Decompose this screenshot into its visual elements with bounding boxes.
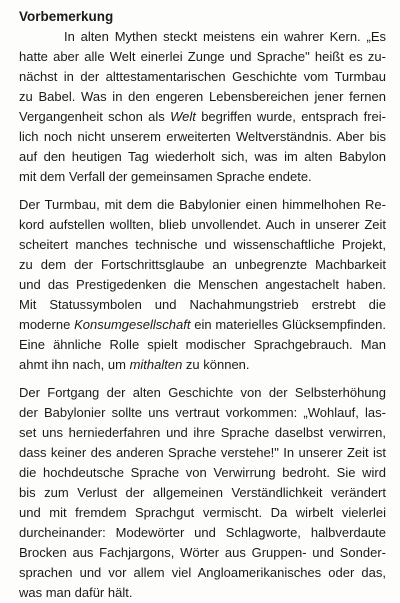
text-segment: moderne xyxy=(19,317,75,332)
text-line xyxy=(19,315,386,335)
text-line: nächst in der alttestamentarischen Geschichte vom Turmbau xyxy=(19,69,386,84)
emphasis: Konsumgesellschaft xyxy=(74,317,191,332)
text-segment: Vergangenheit schon als xyxy=(19,109,171,124)
text-line: Mit Statussymbolen und Nachahmungstrieb erstrebt die xyxy=(19,297,386,312)
text-line: dass keiner des anderen Sprache verstehe!" In unserer Zeit ist xyxy=(19,445,386,460)
paragraph-gap xyxy=(19,187,386,195)
text-line: zu dem der Fortschrittsglaube an unbegrenzte Machbarkeit xyxy=(19,257,386,272)
text-line: scheitert manches technische und wissenschaftliche Projekt, xyxy=(19,237,386,252)
text-line: auf den heutigen Tag wiederholt sich, was im alten Babylon xyxy=(19,149,386,164)
text-line: die hochdeutsche Sprache von Verwirrung bedroht. Sie wird xyxy=(19,465,386,480)
text-line: Der Turmbau, mit dem die Babylonier einen himmelhohen Re- xyxy=(19,197,386,212)
paragraph xyxy=(19,383,386,603)
text-segment: begriffen wurde, entsprach frei- xyxy=(195,109,386,124)
body-text xyxy=(19,27,386,603)
text-line: In alten Mythen steckt meistens ein wahrer Kern. „Es xyxy=(64,29,386,44)
text-line: Brocken aus Fachjargons, Wörter aus Gruppen- und Sonder- xyxy=(19,545,386,560)
paragraph xyxy=(19,195,386,375)
text-line: set uns herniederfahren und ihre Sprache daselbst verwirren, xyxy=(19,425,386,440)
text-line: kord aufstellen wollten, blieb unvollendet. Auch in unserer Zeit xyxy=(19,217,386,232)
text-line: sprachen und vor allem viel Angloamerikanisches oder das, xyxy=(19,565,386,580)
text-segment: ahmt ihn nach, um xyxy=(19,357,130,372)
text-line xyxy=(19,107,386,127)
paragraph-gap xyxy=(19,375,386,383)
text-line: zu Babel. Was in den engeren Lebensbereichen jener fernen xyxy=(19,89,386,104)
text-line: Eine ähnliche Rolle spielt modischer Sprachgebrauch. Man xyxy=(19,337,386,352)
text-line: lich noch nicht unserem erweiterten Weltverständnis. Aber bis xyxy=(19,129,386,144)
text-line: was man dafür hält. xyxy=(19,585,133,600)
text-segment: ein materielles Glücksempfinden. xyxy=(190,317,387,332)
text-line: durcheinander: Modewörter und Schlagworte, halbverdaute xyxy=(19,525,386,540)
text-segment: zu können. xyxy=(182,357,250,372)
emphasis: Welt xyxy=(170,109,196,124)
text-line: Der Fortgang der alten Geschichte von der Selbsterhöhung xyxy=(19,385,386,400)
paragraph xyxy=(19,27,386,187)
text-line: mit dem Verfall der gemeinsamen Sprache endete. xyxy=(19,169,312,184)
section-heading: Vorbemerkung xyxy=(19,9,114,24)
text-line: und mit fremdem Sprachgut vermischt. Da wirbelt vielerlei xyxy=(19,505,386,520)
emphasis: mithalten xyxy=(129,357,183,372)
text-line: der Babylonier sollte uns vertraut vorkommen: „Wohlauf, las- xyxy=(19,405,386,420)
text-line: und das Prestigedenken die Menschen angestachelt haben. xyxy=(19,277,386,292)
text-line: hatte aber alle Welt einerlei Zunge und Sprache" heißt es zu- xyxy=(19,49,386,64)
text-line xyxy=(19,355,386,375)
text-line: bis zum Verlust der allgemeinen Verständlichkeit verändert xyxy=(19,485,386,500)
